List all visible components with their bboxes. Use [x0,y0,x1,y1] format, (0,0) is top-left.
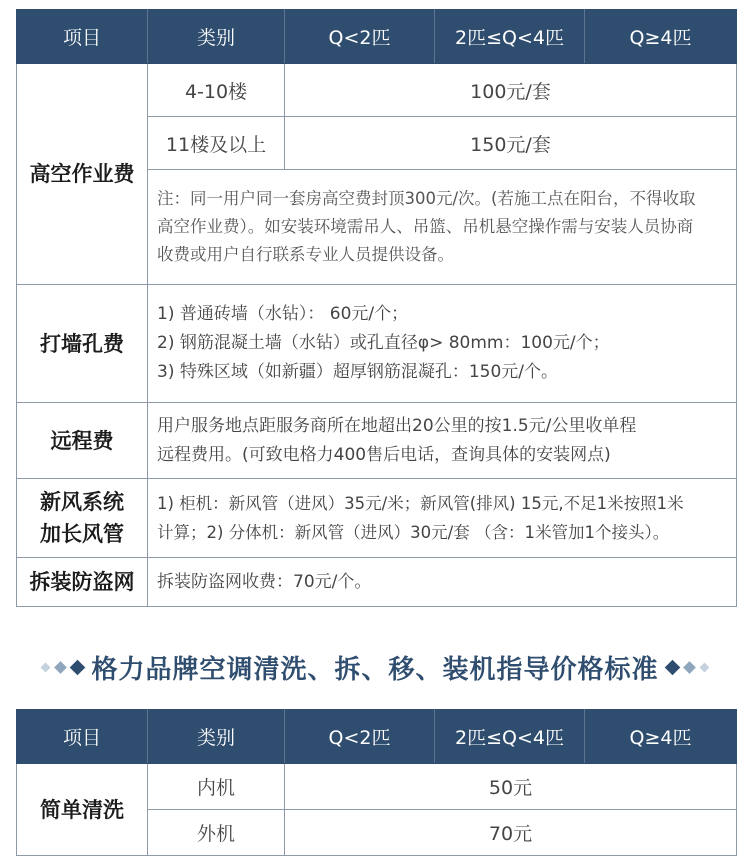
remote-desc [148,403,737,479]
header-category: 类别 [148,710,285,764]
desc-line: 2) 钢筋混凝土墙（水钻）或孔直径φ> 80mm：100元/个； [157,333,610,353]
item-remote: 远程费 [17,403,148,479]
category-cell: 内机 [148,764,285,810]
anti-theft-desc: 拆装防盗网收费：70元/个。 [148,558,737,607]
table-row [17,403,737,479]
desc-line: 用户服务地点距服务商所在地超出20公里的按1.5元/公里收单程 [157,415,637,436]
header-q-ge-4: Q≥4匹 [585,10,737,64]
item-fresh-air [17,479,148,558]
desc-line: 1) 柜机：新风管（进风）35元/米；新风管(排风) 15元,不足1米按照1米 [157,494,684,513]
item-line: 加长风管 [40,522,124,546]
header-q-2-to-4: 2匹≤Q<4匹 [435,710,585,764]
header-q-ge-4: Q≥4匹 [585,710,737,764]
note-line: 注：同一用户同一套房高空费封顶300元/次。(若施工点在阳台，不得收取 [157,189,696,208]
note-line: 高空作业费）。如安装环境需吊人、吊篮、吊机悬空操作需与安装人员协商 [157,217,694,236]
category-cell: 外机 [148,810,285,856]
table-row [17,285,737,403]
price-cell: 50元 [285,764,737,810]
table-header-row [17,710,737,764]
header-item: 项目 [17,10,148,64]
item-line: 新风系统 [40,490,124,514]
table-header-row [17,10,737,64]
item-high-altitude: 高空作业费 [17,64,148,285]
price-cell: 150元/套 [285,117,737,170]
header-q-2-to-4: 2匹≤Q<4匹 [435,10,585,64]
table-row [17,64,737,117]
fee-table-2 [16,709,737,856]
section-title-row [0,640,750,694]
item-simple-clean: 简单清洗 [17,764,148,856]
header-item: 项目 [17,710,148,764]
desc-line: 远程费用。(可致电格力400售后电话，查询具体的安装网点) [157,444,611,465]
item-anti-theft: 拆装防盗网 [17,558,148,607]
header-q-lt-2: Q<2匹 [285,10,435,64]
price-cell: 100元/套 [285,64,737,117]
header-q-lt-2: Q<2匹 [285,710,435,764]
wall-hole-desc [148,285,737,403]
section-title: 格力品牌空调清洗、拆、移、装机指导价格标准 [91,654,659,685]
desc-line: 3) 特殊区域（如新疆）超厚钢筋混凝孔：150元/个。 [157,362,559,382]
table-row [17,558,737,607]
category-cell: 11楼及以上 [148,117,285,170]
category-cell: 4-10楼 [148,64,285,117]
price-cell: 70元 [285,810,737,856]
desc-line: 1) 普通砖墙（水钻）： 60元/个； [157,304,409,324]
diamond-left-icon [42,662,83,673]
table-row [17,764,737,810]
table-row [17,479,737,558]
fee-table-1 [16,9,737,607]
diamond-right-icon [667,662,708,673]
header-category: 类别 [148,10,285,64]
desc-line: 计算；2) 分体机：新风管（进风）30元/套 （含：1米管加1个接头）。 [157,523,670,542]
fresh-air-desc [148,479,737,558]
item-wall-hole: 打墙孔费 [17,285,148,403]
note-line: 收费或用户自行联系专业人员提供设备。 [157,245,454,264]
high-altitude-note [148,170,737,285]
